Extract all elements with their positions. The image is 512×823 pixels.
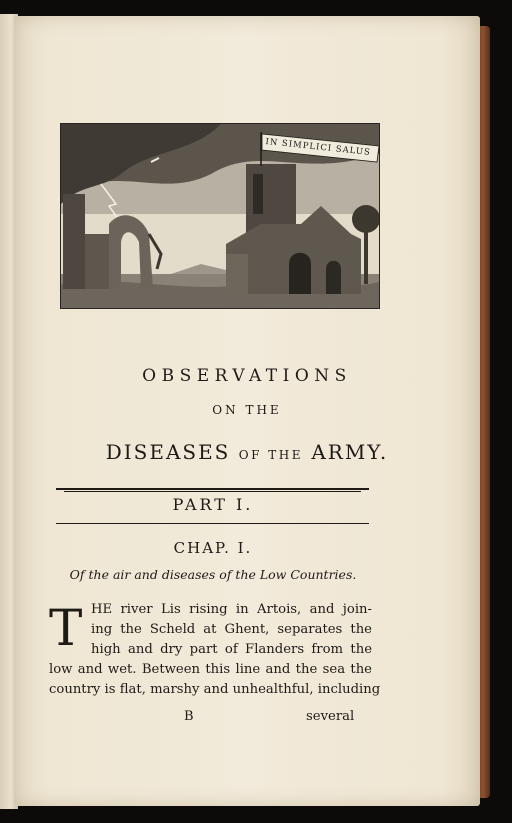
part-heading: PART I. [172,495,254,514]
title-army: ARMY. [311,440,389,464]
body-line: HE river Lis rising in Artois, and join- [91,602,372,617]
chapter-heading: CHAP. I. [173,539,253,557]
engraving-banner-motto: IN SIMPLICI SALUS [264,137,372,159]
book-page [14,16,480,806]
body-line: low and wet. Between this line and the sea the [49,662,372,677]
double-rule-top [56,488,369,490]
title-of-the: OF THE [238,448,303,462]
double-rule-top-inner [64,491,361,492]
title-observations: OBSERVATIONS [142,366,352,386]
title-diseases: DISEASES [105,440,231,464]
title-diseases-of-the-army [14,440,480,464]
title-engraving [60,123,380,309]
catchword: several [306,709,355,724]
body-line: country is flat, marshy and unhealthful, including [49,682,381,697]
chapter-subtitle: Of the air and diseases of the Low Countries. [69,567,357,582]
drop-cap: T [49,599,83,657]
body-line: high and dry part of Flanders from the [91,642,372,657]
title-on-the: ON THE [212,403,282,417]
rule-under-part [56,523,369,524]
body-paragraph [49,599,381,700]
body-line: ing the Scheld at Ghent, separates the [91,622,372,637]
signature-mark: B [184,709,194,724]
